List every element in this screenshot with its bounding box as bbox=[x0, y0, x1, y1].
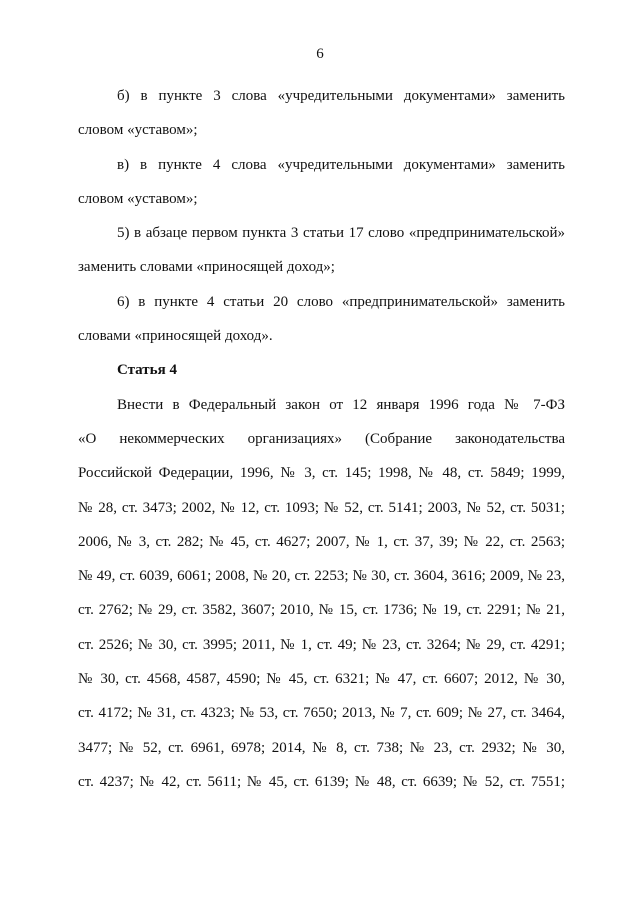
text-line: 5) в абзаце первом пункта 3 статьи 17 слово «предпринимательской» bbox=[117, 225, 565, 242]
text-line: № 28, ст. 3473; 2002, № 12, ст. 1093; № 52, ст. 5141; 2003, № 52, ст. 5031; bbox=[78, 499, 565, 516]
text-line: б) в пункте 3 слова «учредительными документами» заменить bbox=[117, 88, 565, 104]
paragraph bbox=[78, 148, 565, 217]
page-number: 6 bbox=[316, 46, 324, 62]
document-body bbox=[78, 79, 565, 799]
text-line: словами «приносящей доход». bbox=[78, 328, 273, 345]
text-line: словом «уставом»; bbox=[78, 190, 198, 207]
text-line: Российской Федерации, 1996, № 3, ст. 145; 1998, № 48, ст. 5849; 1999, bbox=[78, 465, 565, 482]
text-line: заменить словами «приносящей доход»; bbox=[78, 259, 335, 276]
text-line: ст. 4172; № 31, ст. 4323; № 53, ст. 7650; 2013, № 7, ст. 609; № 27, ст. 3464, bbox=[78, 705, 565, 722]
paragraph bbox=[78, 79, 565, 148]
paragraph bbox=[78, 388, 565, 800]
paragraph bbox=[78, 285, 565, 354]
text-line: ст. 4237; № 42, ст. 5611; № 45, ст. 6139; № 48, ст. 6639; № 52, ст. 7551; bbox=[78, 773, 565, 790]
text-line: ст. 2526; № 30, ст. 3995; 2011, № 1, ст. 49; № 23, ст. 3264; № 29, ст. 4291; bbox=[78, 636, 565, 653]
text-line: 6) в пункте 4 статьи 20 слово «предпринимательской» заменить bbox=[117, 293, 565, 310]
text-line: Внести в Федеральный закон от 12 января 1996 года № 7-ФЗ bbox=[117, 396, 565, 413]
text-line: № 49, ст. 6039, 6061; 2008, № 20, ст. 2253; № 30, ст. 3604, 3616; 2009, № 23, bbox=[78, 568, 565, 585]
text-line: 3477; № 52, ст. 6961, 6978; 2014, № 8, ст. 738; № 23, ст. 2932; № 30, bbox=[78, 739, 565, 756]
text-line: словом «уставом»; bbox=[78, 122, 198, 139]
text-line: № 30, ст. 4568, 4587, 4590; № 45, ст. 6321; № 47, ст. 6607; 2012, № 30, bbox=[78, 671, 565, 688]
text-line: Статья 4 bbox=[117, 362, 177, 379]
article-heading bbox=[78, 353, 565, 387]
text-line: «О некоммерческих организациях» (Собрание законодательства bbox=[78, 430, 565, 447]
text-line: 2006, № 3, ст. 282; № 45, ст. 4627; 2007, № 1, ст. 37, 39; № 22, ст. 2563; bbox=[78, 533, 565, 550]
text-line: ст. 2762; № 29, ст. 3582, 3607; 2010, № 15, ст. 1736; № 19, ст. 2291; № 21, bbox=[78, 602, 565, 619]
paragraph bbox=[78, 216, 565, 285]
text-line: в) в пункте 4 слова «учредительными документами» заменить bbox=[117, 156, 565, 173]
